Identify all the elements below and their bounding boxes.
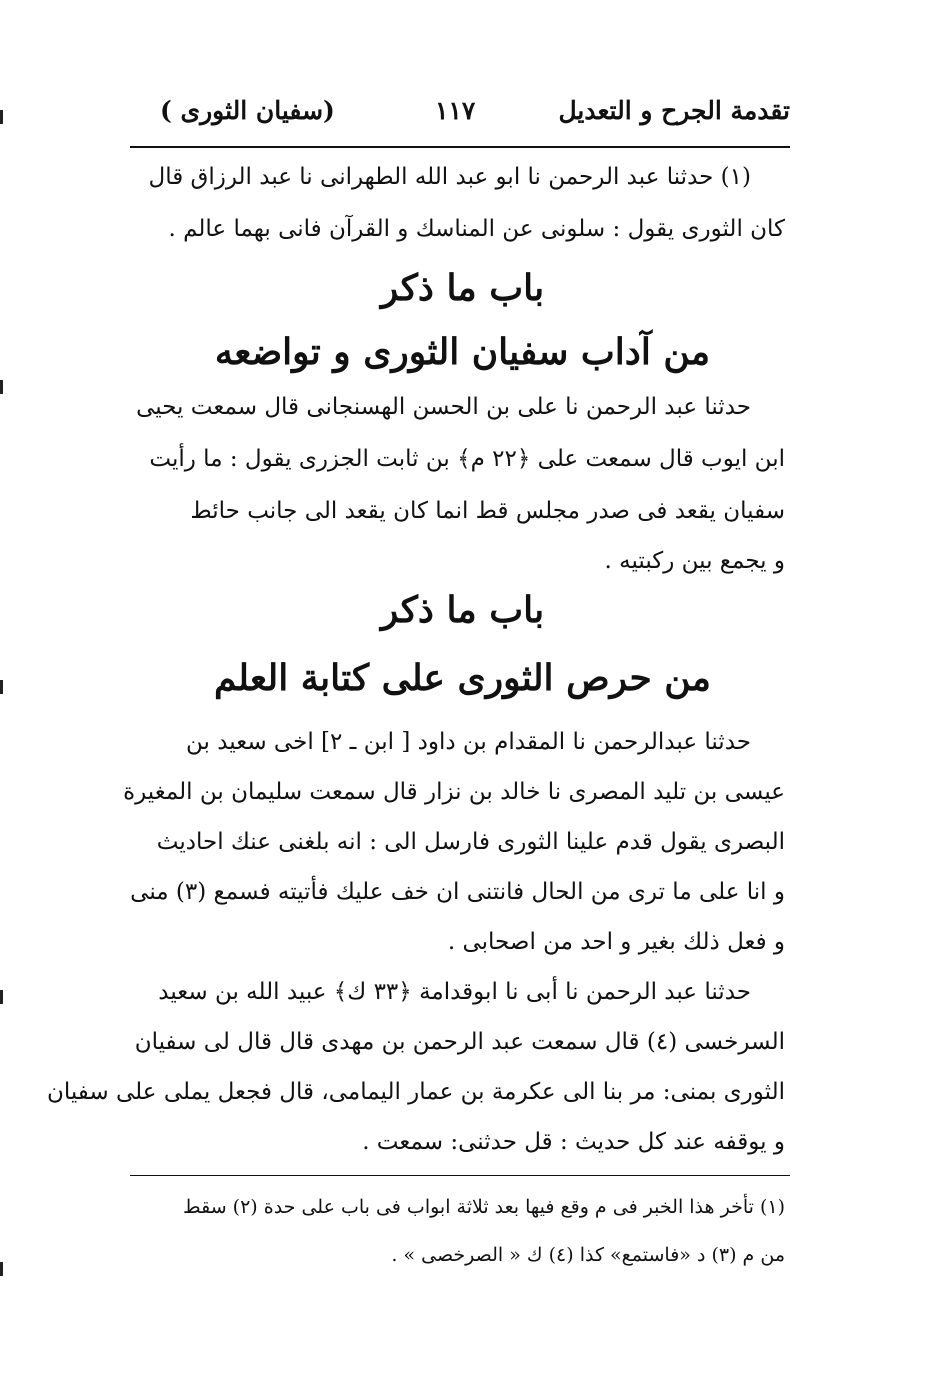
text-line: سفيان يقعد فى صدر مجلس قط انما كان يقعد الى جانب حائط [190,498,785,524]
footnote-line: (١) تأخر هذا الخبر فى م وقع فيها بعد ثلاثة ابواب فى باب على حدة (٢) سقط [183,1196,785,1218]
text-line: و انا على ما ترى من الحال فانتنى ان خف عليك فأتيته فسمع (٣) منى [130,879,785,905]
text-line: و يوقفه عند كل حديث : قل حدثنى: سمعت . [362,1129,785,1155]
footnote-line: من م (٣) د «فاستمع» كذا (٤) ك « الصرخصى » . [391,1244,785,1266]
footnote-rule [130,1175,790,1176]
text-line: السرخسى (٤) قال سمعت عبد الرحمن بن مهدى قال قال لى سفيان [134,1029,785,1055]
text-line: الثورى بمنى: مر بنا الى عكرمة بن عمار اليمامى، قال فجعل يملى على سفيان [46,1079,785,1105]
section-heading-line: باب ما ذكر [380,589,545,631]
scan-mark [0,990,3,1004]
text-line: حدثنا عبد الرحمن نا على بن الحسن الهسنجانى قال سمعت يحيى [136,394,751,420]
text-line: حدثنا عبد الرحمن نا أبى نا ابوقدامة ﴿٣٣ ك﴾ عبيد الله بن سعيد [158,979,751,1005]
section-heading-line: من آداب سفيان الثورى و تواضعه [214,331,711,373]
text-line: ابن ايوب قال سمعت على ﴿٢٢ م﴾ بن ثابت الجزرى يقول : ما رأيت [149,446,785,472]
text-line: و يجمع بين ركبتيه . [604,548,785,574]
text-line: حدثنا عبدالرحمن نا المقدام بن داود [ ابن ـ ٢] اخى سعيد بن [186,729,751,755]
scan-mark [0,380,3,394]
text-line: و فعل ذلك بغير و احد من اصحابى . [447,929,785,955]
text-line: عيسى بن تليد المصرى نا خالد بن نزار قال سمعت سليمان بن المغيرة [123,779,785,805]
text-line: كان الثورى يقول : سلونى عن المناسك و القرآن فانى بهما عالم . [168,216,785,242]
header-rule [130,146,790,148]
scan-mark [0,110,3,124]
section-title: (سفيان الثورى ) [160,96,335,125]
page-number: ١١٧ [435,96,476,125]
text-line: البصرى يقول قدم علينا الثورى فارسل الى : انه بلغنى عنك احاديث [156,829,785,855]
scan-mark [0,680,3,694]
book-title: تقدمة الجرح و التعديل [558,96,790,125]
text-line: (١) حدثنا عبد الرحمن نا ابو عبد الله الطهرانى نا عبد الرزاق قال [148,164,751,190]
scan-mark [0,1262,3,1276]
running-header [140,92,790,136]
section-heading-line: من حرص الثورى على كتابة العلم [214,657,711,699]
section-heading-line: باب ما ذكر [380,267,545,309]
